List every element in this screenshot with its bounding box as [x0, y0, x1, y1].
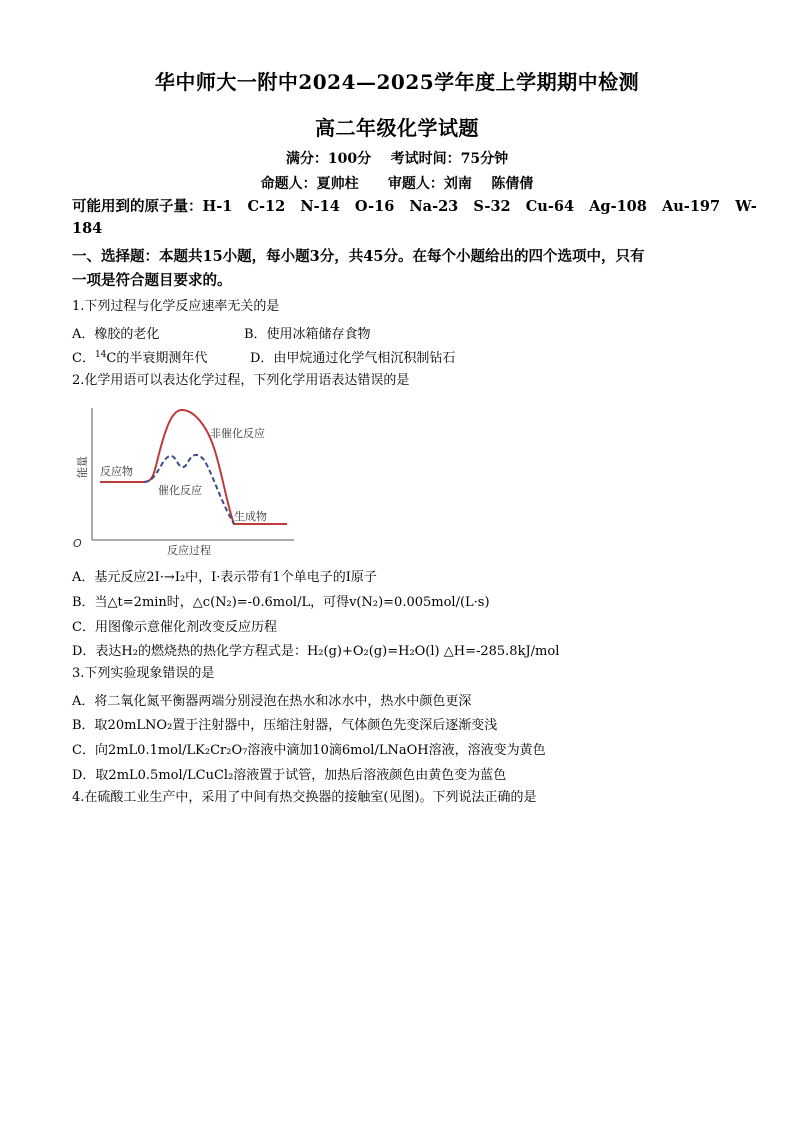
product-label: 生成物 [234, 510, 267, 523]
q3-option-b: B．取20mLNO₂置于注射器中，压缩注射器，气体颜色先变深后逐渐变浅 [72, 718, 498, 733]
authors: 命题人：夏帅柱 审题人：刘南 陈倩倩 [260, 176, 534, 192]
uncatalyzed-label: 非催化反应 [210, 427, 265, 440]
atomic-masses-line1: 可能用到的原子量：H-1 C-12 N-14 O-16 Na-23 S-32 Cu-64 Ag-108 Au-197 W- [72, 198, 757, 215]
atomic-masses-line2: 184 [72, 220, 103, 237]
section1-heading-line1: 一、选择题：本题共15小题，每小题3分，共45分。在每个小题给出的四个选项中，只有 [72, 248, 645, 265]
origin-label: O [73, 537, 82, 550]
energy-diagram [72, 400, 302, 565]
subject-title: 高二年级化学试题 [315, 116, 479, 140]
q2-option-d: D．表达H₂的燃烧热的热化学方程式是：H₂(g)+O₂(g)=H₂O(l) △H=-285.8kJ/mol [72, 644, 560, 659]
q1-option-d: D．由甲烷通过化学气相沉积制钻石 [250, 351, 456, 366]
q2-option-a: A．基元反应2I·→I₂中，I·表示带有1个单电子的I原子 [72, 570, 377, 585]
reactant-label: 反应物 [100, 465, 133, 478]
energy-axis-label: 能量 [76, 456, 89, 478]
q2-stem: 2.化学用语可以表达化学过程，下列化学用语表达错误的是 [72, 373, 410, 388]
reaction-process-label: 反应过程 [167, 544, 211, 557]
q1-option-a: A．橡胶的老化 [72, 327, 160, 342]
q3-option-d: D．取2mL0.5mol/LCuCl₂溶液置于试管，加热后溶液颜色由黄色变为蓝色 [72, 768, 507, 783]
q3-stem: 3.下列实验现象错误的是 [72, 666, 215, 681]
q3-option-c: C．向2mL0.1mol/LK₂Cr₂O₇溶液中滴加10滴6mol/LNaOH溶液，溶液变为黄色 [72, 743, 546, 758]
q1-option-b: B．使用冰箱储存食物 [244, 327, 371, 342]
q1-option-c-prefix: C． [72, 351, 95, 366]
catalyzed-label: 催化反应 [158, 484, 202, 497]
q1-option-c-text: C的半衰期测年代 [106, 351, 208, 366]
q2-option-c: C．用图像示意催化剂改变反应历程 [72, 620, 277, 635]
q1-option-c [72, 347, 207, 366]
q1-option-c-mass-number: 14 [94, 350, 107, 360]
q3-option-a: A．将二氧化氮平衡器两端分别浸泡在热水和冰水中，热水中颜色更深 [72, 694, 472, 709]
section1-heading-line2: 一项是符合题目要求的。 [72, 272, 232, 289]
q2-option-b: B．当△t=2min时，△c(N₂)=-0.6mol/L，可得v(N₂)=0.005mol/(L·s) [72, 595, 490, 610]
score-time: 满分：100分 考试时间：75分钟 [285, 151, 509, 167]
q1-stem: 1.下列过程与化学反应速率无关的是 [72, 299, 280, 314]
q4-stem: 4.在硫酸工业生产中，采用了中间有热交换器的接触室(见图)。下列说法正确的是 [72, 790, 537, 805]
school-title: 华中师大一附中2024—2025学年度上学期期中检测 [154, 70, 640, 94]
